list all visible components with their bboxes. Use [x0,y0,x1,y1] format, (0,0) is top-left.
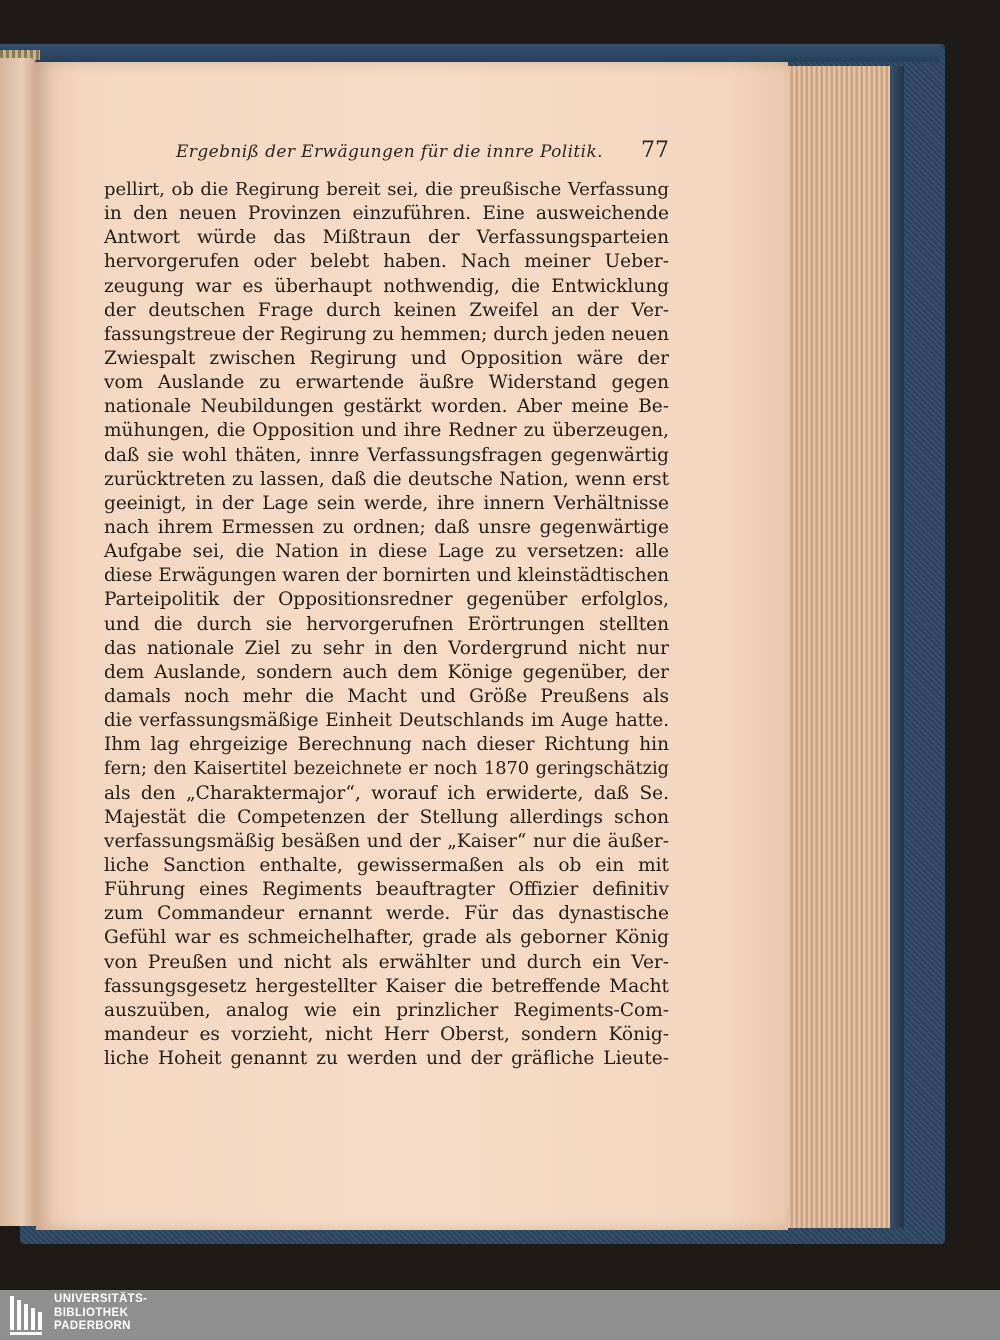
text-line: geeinigt, in der Lage sein werde, ihre innern Verhältnisse [104,492,669,514]
text-line: mandeur es vorzieht, nicht Herr Oberst, sondern König- [104,1023,669,1045]
text-line: damals noch mehr die Macht und Größe Preußens als [104,685,669,707]
text-line: liche Sanction enthalte, gewissermaßen als ob ein mit [104,854,669,876]
text-line: Ihm lag ehrgeizige Berechnung nach dieser Richtung hin [104,734,669,756]
left-page-edge [0,58,36,1226]
body-text [104,178,669,1071]
text-line: nach ihrem Ermessen zu ordnen; daß unsre gegenwärtige [104,516,669,538]
logo-line: BIBLIOTHEK [54,1306,129,1319]
logo-line: PADERBORN [54,1320,131,1332]
logo-line: UNIVERSITÄTS- [54,1293,148,1305]
running-head [176,138,669,163]
text-line: Gefühl war es schmeichelhafter, grade als geborner König [104,927,669,949]
text-line: Zwiespalt zwischen Regirung und Opposition wäre der [104,347,669,369]
text-line: und die durch sie hervorgerufnen Erörtrungen stellten [104,613,669,635]
text-line: nationale Neubildungen gestärkt worden. Aber meine Be- [104,396,669,418]
text-line: hervorgerufen oder belebt haben. Nach meiner Ueber- [104,251,669,273]
text-line: verfassungsmäßig besäßen und der „Kaiser“ nur die äußer- [104,830,669,852]
text-line: mühungen, die Opposition und ihre Redner zu überzeugen, [104,420,669,442]
running-title: Ergebniß der Erwägungen für die innre Politik. [176,142,603,162]
cover-top-edge [0,44,940,62]
text-line: von Preußen und nicht als erwählter und durch ein Ver- [104,951,669,973]
page-block-edges [786,66,893,1228]
text-line: der deutschen Frage durch keinen Zweifel an der Ver- [104,299,669,321]
text-line: pellirt, ob die Regirung bereit sei, die preußische Verfassung [104,179,669,200]
cover-side-edge [890,66,904,1228]
text-line: als den „Charaktermajor“, worauf ich erwiderte, daß Se. [104,782,669,804]
text-line: fassungstreue der Regirung zu hemmen; durch jeden neuen [104,323,669,345]
library-logo-icon [8,1294,46,1336]
text-line: dem Auslande, sondern auch dem Könige gegenüber, der [104,661,669,683]
text-line: vom Auslande zu erwartende äußre Widerstand gegen [104,372,669,394]
text-line: zum Commandeur ernannt werde. Für das dynastische [104,903,669,925]
text-line: zurücktreten zu lassen, daß die deutsche Nation, wenn erst [104,468,669,490]
text-line: in den neuen Provinzen einzuführen. Eine ausweichende [104,203,669,225]
text-line: Antwort würde das Mißtraun der Verfassungsparteien [104,227,669,249]
text-line: diese Erwägungen waren der bornirten und kleinstädtischen [104,565,669,587]
page-number: 77 [641,138,669,163]
text-line: Majestät die Competenzen der Stellung allerdings schon [104,806,669,828]
text-line: die verfassungsmäßige Einheit Deutschlands im Auge hatte. [104,710,669,732]
text-line: zeugung war es überhaupt nothwendig, die Entwicklung [104,275,669,297]
text-line: fern; den Kaisertitel bezeichnete er noch 1870 geringschätzig [104,759,669,780]
text-line: Führung eines Regiments beauftragter Offizier definitiv [104,879,669,901]
text-line: Aufgabe sei, die Nation in diese Lage zu versetzen: alle [104,541,669,563]
text-line: fassungsgesetz hergestellter Kaiser die betreffende Macht [104,975,669,997]
text-line: daß sie wohl thäten, innre Verfassungsfragen gegenwärtig [104,444,669,466]
library-footer [0,1290,1000,1340]
library-logo-text [54,1293,147,1334]
text-line: liche Hoheit genannt zu werden und der gräfliche Lieute- [104,1048,669,1070]
text-line: das nationale Ziel zu sehr in den Vordergrund nicht nur [104,637,669,659]
text-line: auszuüben, analog wie ein prinzlicher Regiments-Com- [104,999,669,1021]
text-line: Parteipolitik der Oppositionsredner gegenüber erfolglos, [104,589,669,611]
